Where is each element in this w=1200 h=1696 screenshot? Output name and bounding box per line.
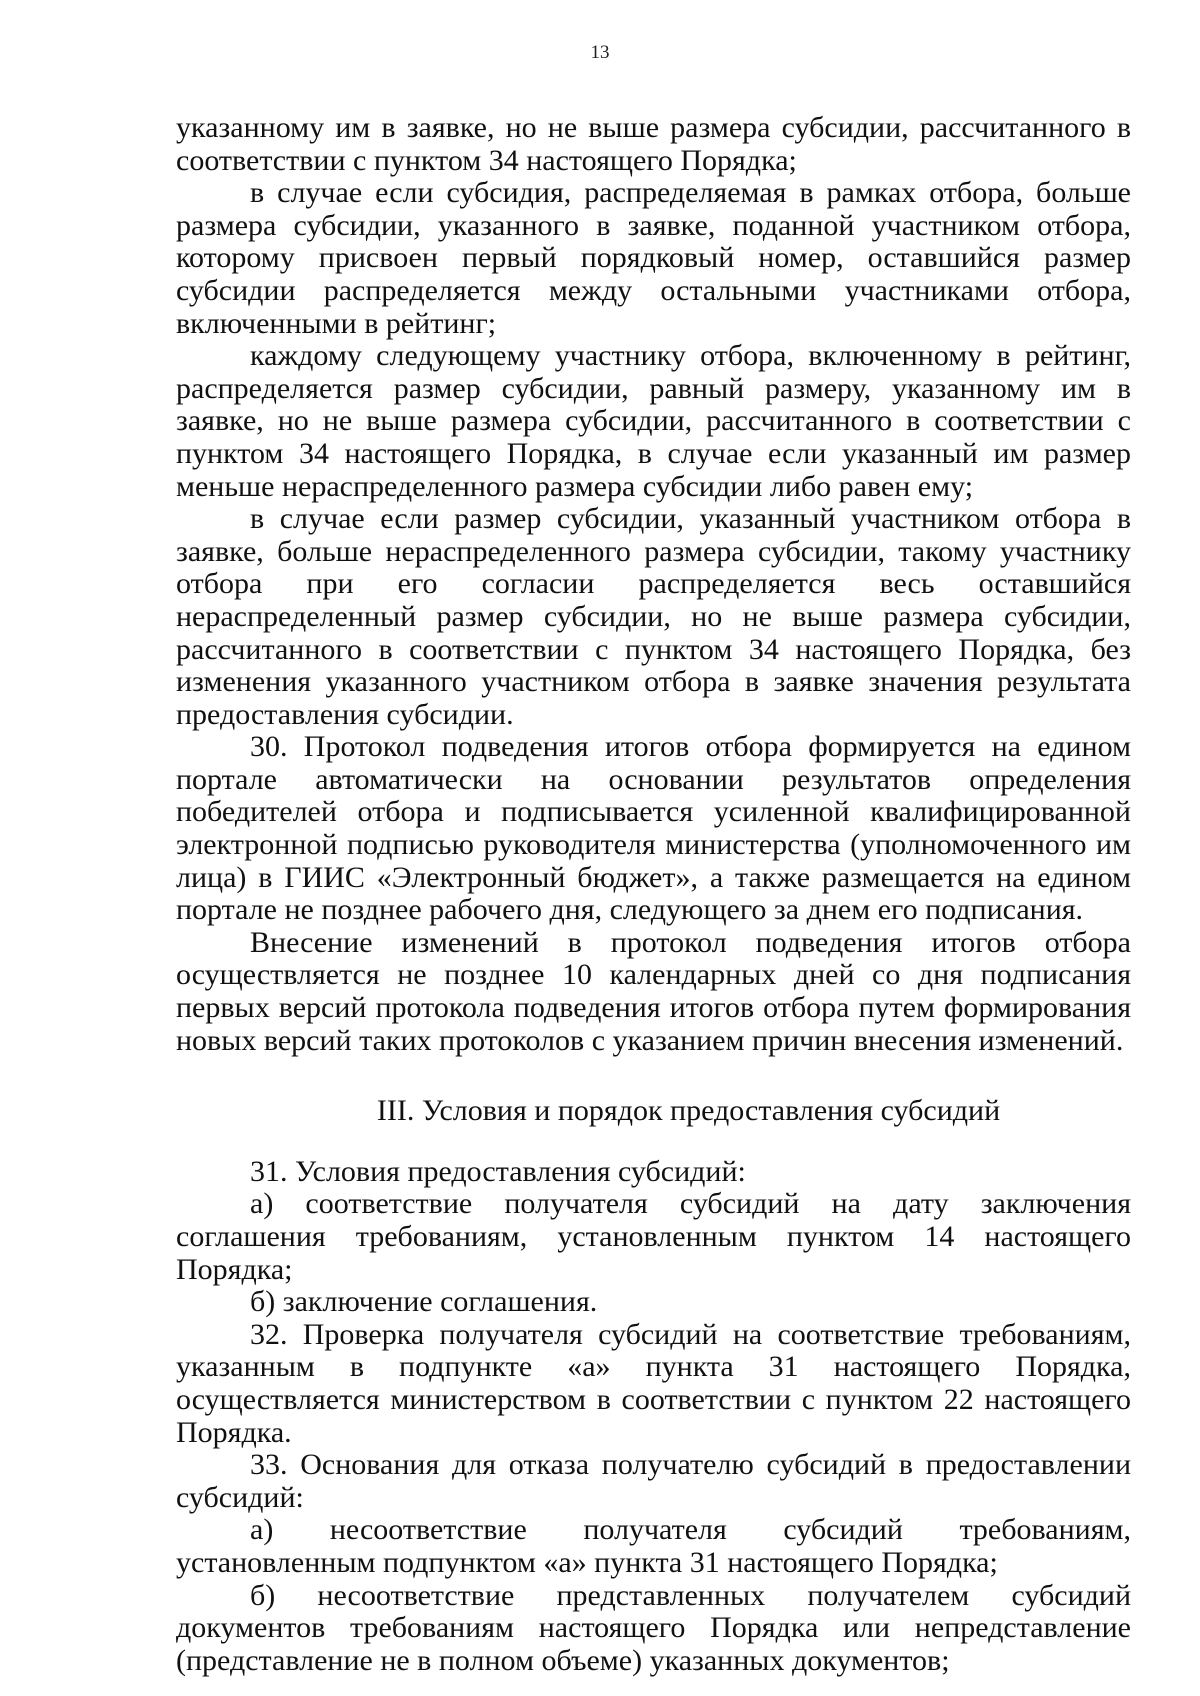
paragraph-item-31: 31. Условия предоставления субсидий:	[250, 1154, 746, 1188]
paragraph-item-33: 33. Основания для отказа получателю субсидий в предоставлении субсидий:	[176, 1448, 1131, 1514]
document-body	[176, 112, 1131, 1677]
subparagraph: а) несоответствие получателя субсидий требованиям, установленным подпунктом «а» пункта 31 настоящего Порядка;	[176, 1513, 1131, 1579]
paragraph: каждому следующему участнику отбора, включенному в рейтинг, распределяется размер субсидии, равный размеру, указанному им в заявке, но не выше размера субсидии, рассчитанного в соответствии с пунктом 34 настоящего Порядка, в случае если указанный им размер меньше нераспределенного размера субсидии либо равен ему;	[176, 339, 1131, 503]
paragraph-item-30: 30. Протокол подведения итогов отбора формируется на едином портале автоматически на основании результатов определения победителей отбора и подписывается усиленной квалифицированной электронной подписью руководителя министерства (уполномоченного им лица) в ГИИС «Электронный бюджет», а также размещается на едином портале не позднее рабочего дня, следующего за днем его подписания.	[176, 730, 1131, 927]
paragraph-item-32: 32. Проверка получателя субсидий на соответствие требованиям, указанным в подпункте «а» пункта 31 настоящего Порядка, осуществляется министерством в соответствии с пунктом 22 настоящего Порядка.	[176, 1317, 1131, 1449]
paragraph: в случае если размер субсидии, указанный участником отбора в заявке, больше нераспределенного размера субсидии, такому участнику отбора при его согласии распределяется весь оставшийся нераспределенный размер субсидии, но не выше размера субсидии, рассчитанного в соответствии с пунктом 34 настоящего Порядка, без изменения указанного участником отбора в заявке значения результата предоставления субсидии.	[176, 502, 1131, 731]
paragraph: указанному им в заявке, но не выше размера субсидии, рассчитанного в соответствии с пунктом 34 настоящего Порядка;	[176, 111, 1131, 177]
subparagraph: б) заключение соглашения.	[250, 1285, 598, 1319]
subparagraph: а) соответствие получателя субсидий на дату заключения соглашения требованиям, установленным пунктом 14 настоящего Порядка;	[176, 1187, 1131, 1286]
section-heading: III. Условия и порядок предоставления субсидий	[376, 1094, 1001, 1128]
paragraph: в случае если субсидия, распределяемая в рамках отбора, больше размера субсидии, указанного в заявке, поданной участником отбора, которому присвоен первый порядковый номер, оставшийся размер субсидии распределяется между остальными участниками отбора, включенными в рейтинг;	[176, 176, 1131, 340]
paragraph: Внесение изменений в протокол подведения итогов отбора осуществляется не позднее 10 календарных дней со дня подписания первых версий протокола подведения итогов отбора путем формирования новых версий таких протоколов с указанием причин внесения изменений.	[176, 925, 1131, 1057]
subparagraph: б) несоответствие представленных получателем субсидий документов требованиям настоящего Порядка или непредставление (представление не в полном объеме) указанных документов;	[176, 1578, 1131, 1677]
page-number: 13	[590, 42, 610, 63]
